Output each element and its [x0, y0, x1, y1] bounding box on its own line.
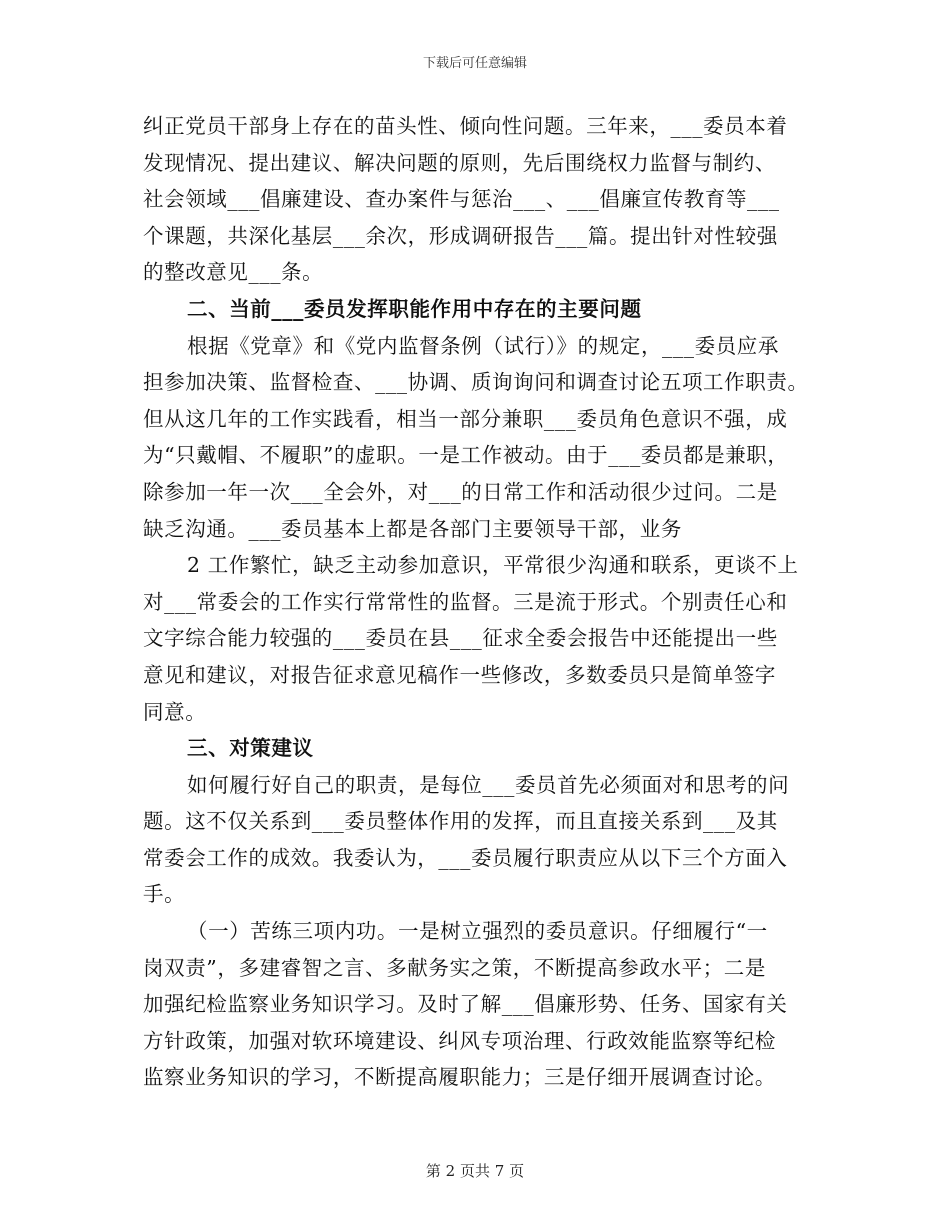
body-line: 手。 — [143, 882, 186, 907]
section-heading: 三、对策建议 — [187, 736, 314, 761]
body-line: 2 工作繁忙，缺乏主动参加意识，平常很少沟通和联系，更谈不上 — [187, 553, 799, 578]
body-line: 的整改意见___条。 — [143, 260, 324, 285]
body-line: 发现情况、提出建议、解决问题的原则，先后围绕权力监督与制约、 — [143, 150, 776, 175]
body-line: 意见和建议，对报告征求意见稿作一些修改，多数委员只是简单签字 — [143, 662, 776, 687]
body-line: 方针政策，加强对软环境建设、纠风专项治理、行政效能监察等纪检 — [143, 1028, 776, 1053]
body-line: 同意。 — [143, 699, 207, 724]
document-body — [143, 108, 811, 1096]
page-footer: 第 2 页共 7 页 — [425, 1162, 525, 1180]
body-line: 根据《党章》和《党内监督条例（试行）》的规定，___委员应承 — [187, 333, 779, 358]
body-line: 加强纪检监察业务知识学习。及时了解___倡廉形势、任务、国家有关 — [143, 992, 788, 1017]
body-line: 为“只戴帽、不履职”的虚职。一是工作被动。由于___委员都是兼职， — [143, 443, 789, 468]
section-heading: 二、当前___委员发挥职能作用中存在的主要问题 — [187, 296, 642, 321]
body-line: 除参加一年一次___全会外，对___的日常工作和活动很少过问。二是 — [143, 479, 778, 504]
body-line: 监察业务知识的学习，不断提高履职能力；三是仔细开展调查讨论。 — [143, 1065, 776, 1090]
body-line: 个课题，共深化基层___余次，形成调研报告___篇。提出针对性较强 — [143, 223, 778, 248]
body-line: 对___常委会的工作实行常常性的监督。三是流于形式。个别责任心和 — [143, 589, 788, 614]
body-line: 岗双责”，多建睿智之言、多献务实之策，不断提高参政水平；二是 — [143, 955, 766, 980]
body-line: 如何履行好自己的职责，是每位___委员首先必须面对和思考的问 — [187, 772, 790, 797]
body-line: 缺乏沟通。___委员基本上都是各部门主要领导干部，业务 — [143, 516, 682, 541]
body-line: 社会领域___倡廉建设、查办案件与惩治___、___倡廉宣传教育等___ — [143, 187, 780, 212]
body-line: 但从这几年的工作实践看，相当一部分兼职___委员角色意识不强，成 — [143, 406, 788, 431]
body-line: （一）苦练三项内功。一是树立强烈的委员意识。仔细履行“一 — [187, 919, 768, 944]
body-line: 题。这不仅关系到___委员整体作用的发挥，而且直接关系到___及其 — [143, 809, 778, 834]
body-line: 纠正党员干部身上存在的苗头性、倾向性问题。三年来，___委员本着 — [143, 114, 788, 138]
body-line: 常委会工作的成效。我委认为，___委员履行职责应从以下三个方面入 — [143, 845, 788, 870]
page-header: 下载后可任意编辑 — [422, 56, 527, 71]
body-line: 担参加决策、监督检查、___协调、质询询问和调查讨论五项工作职责。 — [143, 370, 809, 395]
body-line: 文字综合能力较强的___委员在县___征求全委会报告中还能提出一些 — [143, 626, 778, 651]
